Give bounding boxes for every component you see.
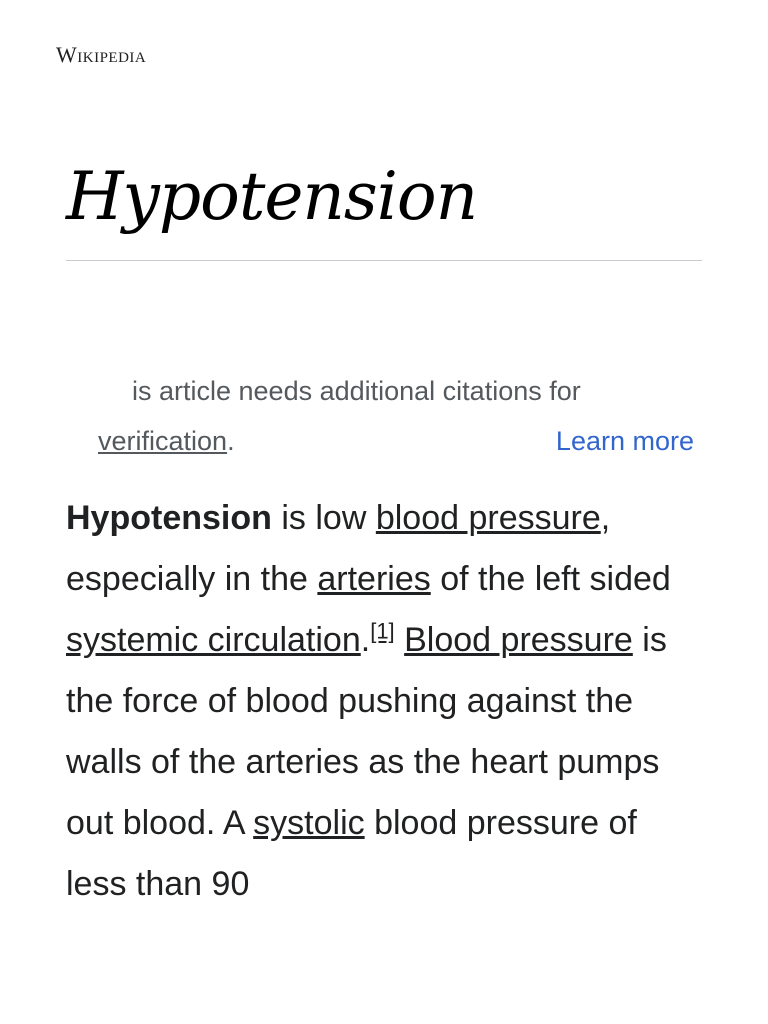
arteries-link[interactable]: arteries — [317, 560, 431, 598]
text-segment — [395, 621, 404, 659]
notice-text: is article needs additional citations for — [132, 376, 581, 406]
blood-pressure-link-2[interactable]: Blood pressure — [404, 621, 633, 659]
wikipedia-logo[interactable]: Wikipedia — [56, 42, 147, 67]
bold-term: Hypotension — [66, 499, 272, 537]
citation-superscript — [370, 619, 394, 644]
text-segment: of the left sided — [430, 560, 671, 598]
text-segment: is the force of blood pushing against the walls of the arteries as the heart pumps out blood. A — [66, 621, 667, 842]
text-segment: blood pressure of less than 90 — [66, 804, 637, 903]
title-divider — [66, 260, 702, 261]
text-segment: . — [360, 621, 371, 659]
systemic-circulation-link[interactable]: systemic circulation — [66, 621, 361, 659]
notice-period: . — [227, 426, 235, 456]
article-paragraph — [66, 488, 686, 915]
citation-notice — [98, 366, 694, 466]
learn-more-link[interactable]: Learn more — [555, 426, 694, 456]
page-title: Hypotension — [66, 158, 478, 235]
systolic-link[interactable]: systolic — [253, 804, 365, 842]
notice-row — [98, 416, 694, 466]
text-segment: is low — [271, 499, 376, 537]
text-segment: , especially in the — [66, 499, 611, 598]
verification-link[interactable]: verification — [98, 426, 228, 456]
notice-verification-wrap — [98, 416, 235, 466]
blood-pressure-link[interactable]: blood pressure — [375, 499, 601, 537]
citation-1-link[interactable]: [1] — [370, 618, 395, 644]
